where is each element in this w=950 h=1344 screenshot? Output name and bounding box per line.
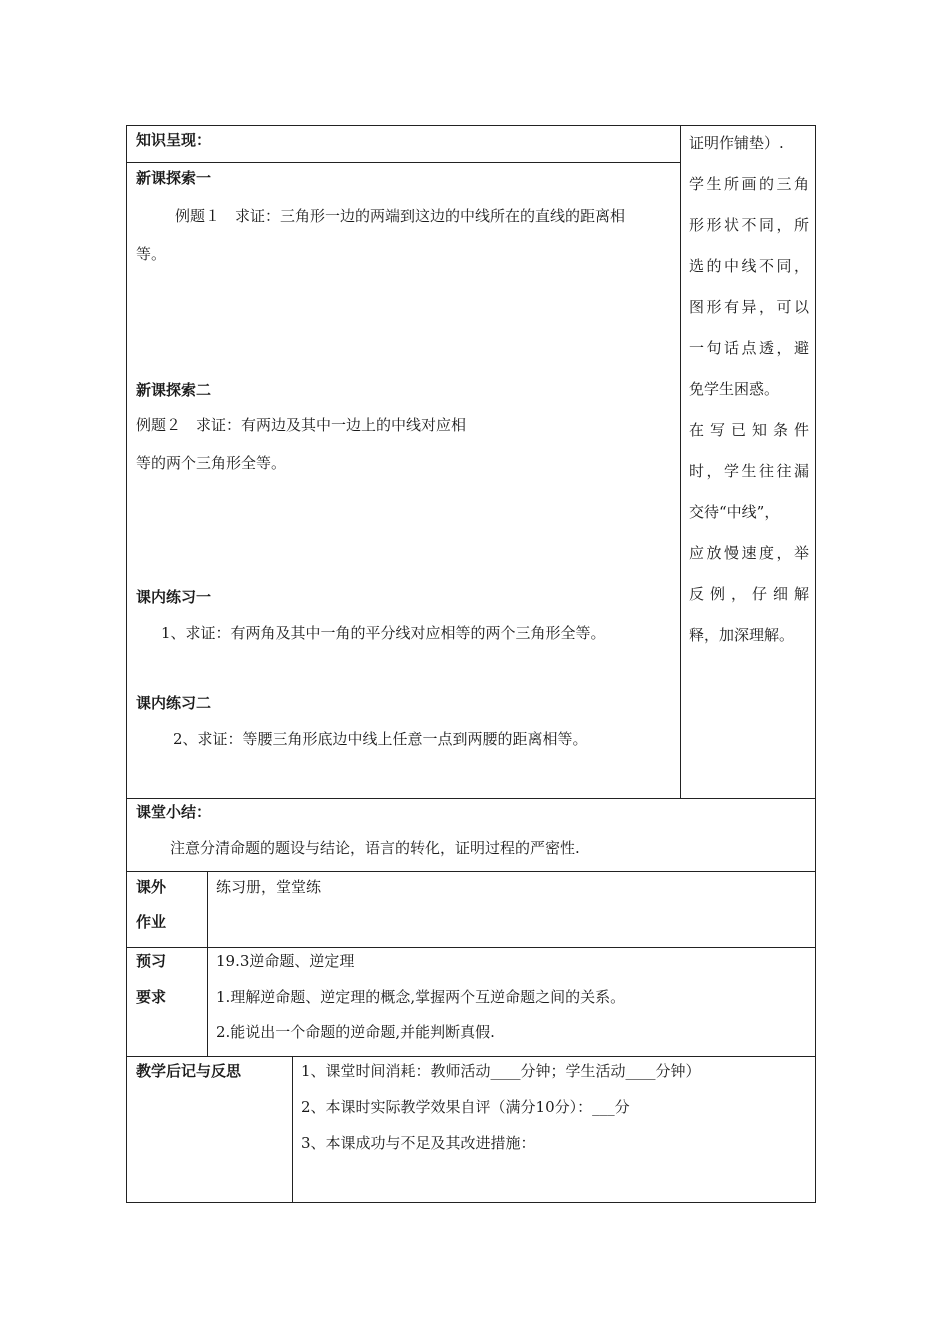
label-column-divider [207, 871, 208, 1057]
side-note-line: 选的中线不同， [689, 257, 809, 275]
side-note-line: 一句话点透，避 [689, 339, 809, 357]
preview-row-top [126, 947, 816, 948]
reflection-line2: 2、本课时实际教学效果自评（满分10分）：___分 [301, 1098, 630, 1116]
side-note-line: 时，学生往往漏 [689, 462, 809, 480]
preview-label-line2: 要求 [136, 988, 167, 1006]
explore1-title: 新课探索一 [136, 169, 212, 187]
practice1-item: 1、求证：有两角及其中一角的平分线对应相等的两个三角形全等。 [161, 624, 606, 642]
side-note-line: 交待“中线”， [689, 503, 780, 521]
reflection-line3: 3、本课成功与不足及其改进措施： [301, 1134, 536, 1152]
side-note-line: 证明作铺垫）. [689, 134, 784, 152]
preview-line3: 2.能说出一个命题的逆命题,并能判断真假. [216, 1023, 495, 1041]
summary-text: 注意分清命题的题设与结论，语言的转化，证明过程的严密性. [170, 839, 580, 857]
reflection-column-divider [292, 1056, 293, 1203]
knowledge-title: 知识呈现： [136, 131, 212, 149]
side-note-line: 在写已知条件 [689, 421, 809, 439]
preview-label-line1: 预习 [136, 952, 167, 970]
side-note-line: 应放慢速度，举 [689, 544, 809, 562]
reflection-label: 教学后记与反思 [136, 1062, 242, 1080]
side-note-line: 学生所画的三角 [689, 175, 809, 193]
side-notes [689, 123, 809, 656]
side-note-line: 免学生困惑。 [689, 380, 780, 398]
summary-row-top [126, 798, 816, 799]
homework-label-line1: 课外 [136, 878, 167, 896]
explore1-example-line1: 例题１ 求证：三角形一边的两端到这边的中线所在的直线的距离相 [175, 207, 626, 225]
table-border-bottom [126, 1202, 816, 1203]
preview-line2: 1.理解逆命题、逆定理的概念,掌握两个互逆命题之间的关系。 [216, 988, 626, 1006]
preview-line1: 19.3逆命题、逆定理 [216, 952, 355, 970]
side-note-line: 反例，仔细解 [689, 585, 809, 603]
summary-title: 课堂小结： [136, 803, 212, 821]
side-notes-divider [680, 125, 681, 799]
side-note-line: 形形状不同，所 [689, 216, 809, 234]
reflection-row-top [126, 1056, 816, 1057]
homework-text: 练习册，堂堂练 [216, 878, 322, 896]
homework-row-top [126, 871, 816, 872]
homework-label-line2: 作业 [136, 913, 167, 931]
explore1-example-line2: 等。 [136, 245, 167, 263]
practice2-item: 2、求证：等腰三角形底边中线上任意一点到两腰的距离相等。 [173, 730, 588, 748]
knowledge-row-divider [126, 162, 681, 163]
practice2-title: 课内练习二 [136, 694, 212, 712]
explore2-example-line1: 例题２ 求证：有两边及其中一边上的中线对应相 [136, 416, 467, 434]
side-note-line: 释，加深理解。 [689, 626, 795, 644]
side-note-line: 图形有异，可以 [689, 298, 809, 316]
table-border-right [815, 125, 816, 1203]
explore2-example-line2: 等的两个三角形全等。 [136, 454, 287, 472]
explore2-title: 新课探索二 [136, 381, 212, 399]
practice1-title: 课内练习一 [136, 588, 212, 606]
reflection-line1: 1、课堂时间消耗：教师活动____分钟；学生活动____分钟） [301, 1062, 701, 1080]
table-border-left [126, 125, 127, 1203]
